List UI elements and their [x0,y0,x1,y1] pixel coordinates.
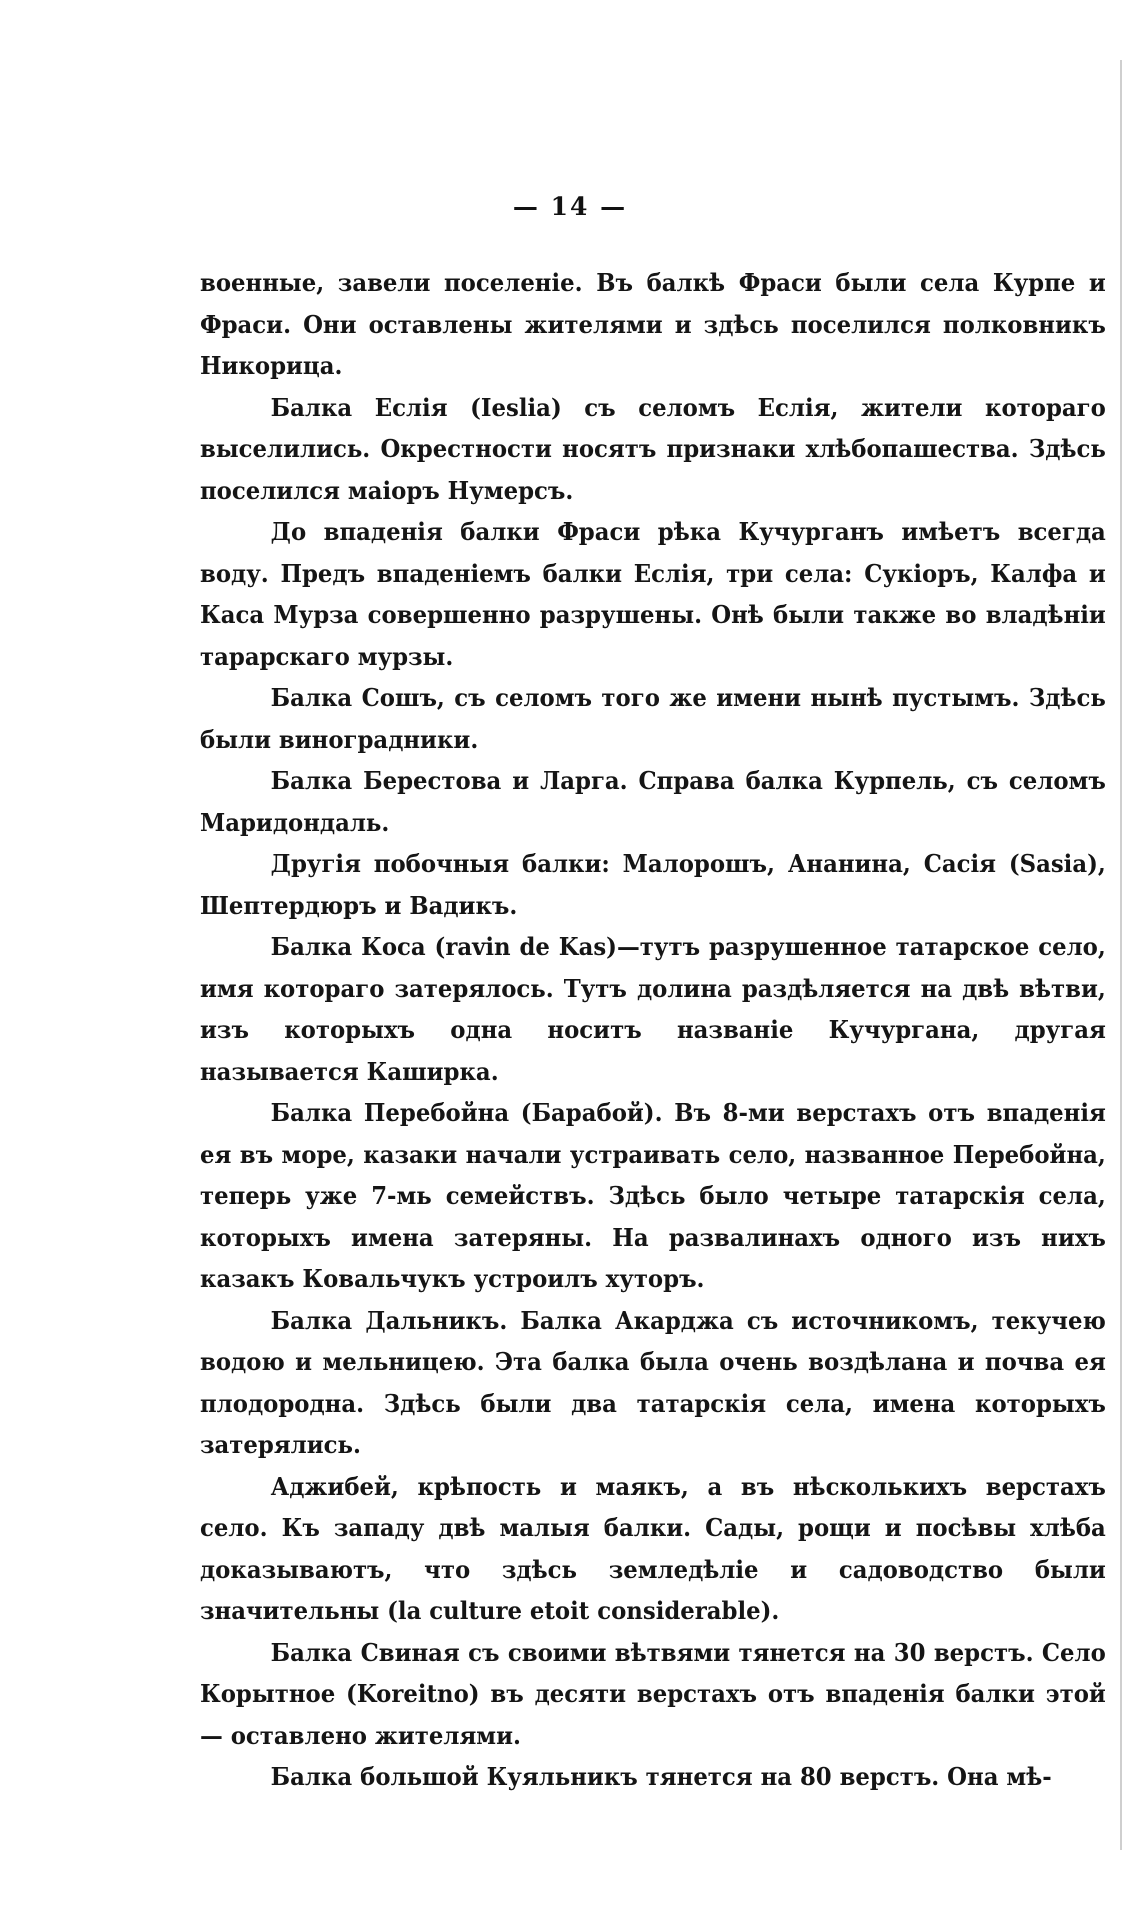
paragraph: Аджибей, крѣпость и маякъ, а въ нѣсколькихъ верстахъ село. Къ западу двѣ малыя балки. Сады, рощи и посѣвы хлѣба доказываютъ, что здѣсь земледѣліе и садоводство были значительны (la culture etoit considerable). [200,1471,1106,1625]
paragraph: военные, завели поселеніе. Въ балкѣ Фраси были села Курпе и Фраси. Они оставлены жителями и здѣсь поселился полковникъ Никорица. [200,268,1106,380]
paragraph: Балка Еслія (Iеslia) съ селомъ Еслія, жители котораго выселились. Окрестности носятъ признаки хлѣбопашества. Здѣсь поселился маіоръ Нумерсъ. [200,392,1106,505]
paragraph: Балка большой Куяльникъ тянется на 80 верстъ. Она мѣ- [270,1762,1052,1791]
paragraph: До впаденія балки Фраси рѣка Кучурганъ имѣетъ всегда воду. Предъ впаденіемъ балки Еслія, три села: Сукіоръ, Калфа и Каса Мурза совершенно разрушены. Онѣ были также во владѣніи тарарскаго мурзы. [200,517,1106,671]
body-text [200,262,1106,1798]
paragraph: Балка Свиная съ своими вѣтвями тянется на 30 верстъ. Село Корытное (Koreitno) въ десяти верстахъ отъ впаденія балки этой — оставлено жителями. [200,1637,1106,1750]
page-number: — 14 — [512,192,628,221]
paragraph: Балка Перебойна (Барабой). Въ 8-ми верстахъ отъ впаденія ея въ море, казаки начали устраивать село, названное Перебойна, теперь уже 7-мь семействъ. Здѣсь было четыре татарскія села, которыхъ имена затеряны. На развалинахъ одного изъ нихъ казакъ Ковальчукъ устроилъ хуторъ. [200,1098,1106,1293]
paragraph: Балка Дальникъ. Балка Акарджа съ источникомъ, текучею водою и мельницею. Эта балка была очень воздѣлана и почва ея плодородна. Здѣсь были два татарскія села, имена которыхъ затерялись. [200,1305,1106,1459]
paragraph: Балка Сошъ, съ селомъ того же имени нынѣ пустымъ. Здѣсь были виноградники. [200,683,1106,754]
paragraph: Другія побочныя балки: Малорошъ, Ананина, Сасія (Sasia), Шептердюръ и Вадикъ. [200,849,1106,920]
paragraph: Балка Берестова и Ларга. Справа балка Курпель, съ селомъ Маридондаль. [200,766,1106,837]
page-edge-rule [1120,60,1122,1850]
paragraph: Балка Коса (ravin de Kas)—тутъ разрушенное татарское село, имя котораго затерялось. Тутъ долина раздѣляется на двѣ вѣтви, изъ которыхъ одна носитъ названіе Кучургана, другая называется Каширка. [200,932,1106,1086]
